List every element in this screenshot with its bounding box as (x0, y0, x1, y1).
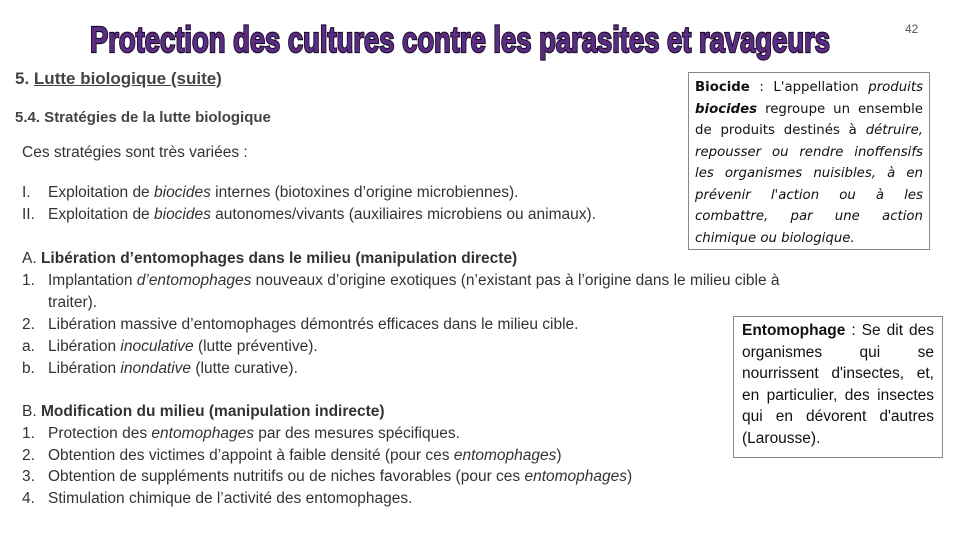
list-item: 2. Obtention des victimes d’appoint à faible densité (pour ces entomophages) (22, 447, 562, 464)
list-item: II. Exploitation de biocides autonomes/vivants (auxiliaires microbiens ou animaux). (22, 206, 596, 223)
entomophage-term: Entomophage (742, 322, 846, 339)
list-item: 4. Stimulation chimique de l’activité des entomophages. (22, 490, 413, 507)
list-item: 1. Implantation d’entomophages nouveaux d’origine exotiques (n’existant pas à l’origine dans le milieu cible à (22, 272, 780, 289)
section-number: 5. (15, 69, 30, 88)
list-item: 1. Protection des entomophages par des mesures spécifiques. (22, 425, 460, 442)
list-marker: II. (22, 206, 35, 223)
biocide-term: Biocide (695, 80, 750, 95)
slide-title (80, 10, 840, 66)
part-b-heading: B. Modification du milieu (manipulation indirecte) (22, 403, 385, 420)
list-item-continuation: traiter). (48, 294, 98, 311)
part-a-heading: A. Libération d’entomophages dans le milieu (manipulation directe) (22, 250, 518, 267)
title-text: Protection des cultures contre les parasites et ravageurs (90, 19, 830, 60)
biocide-definition-box: Biocide : L'appellation produits biocides regroupe un ensemble de produits destinés à détruire, repousser ou rendre inoffensifs les organismes nuisibles, à en prévenir l'action ou à les combattre, par une action chimique ou biologique. (688, 72, 930, 250)
list-marker: I. (22, 184, 31, 201)
section-heading (15, 69, 222, 89)
section-title: Lutte biologique (suite) (33, 69, 222, 88)
list-item: I. Exploitation de biocides internes (biotoxines d’origine microbiennes). (22, 184, 519, 201)
list-item: a. Libération inoculative (lutte préventive). (22, 338, 318, 355)
entomophage-definition-box: Entomophage : Se dit des organismes qui se nourrissent d'insectes, et, en particulier, des insectes qui en dévorent d'autres (Larousse). (733, 316, 943, 458)
page-number: 42 (905, 22, 919, 36)
list-item: 3. Obtention de suppléments nutritifs ou de niches favorables (pour ces entomophages) (22, 468, 633, 485)
intro-text: Ces stratégies sont très variées : (22, 144, 248, 161)
list-item: b. Libération inondative (lutte curative). (22, 360, 298, 377)
subsection-heading: 5.4. Stratégies de la lutte biologique (15, 109, 271, 126)
list-item: 2. Libération massive d’entomophages démontrés efficaces dans le milieu cible. (22, 316, 579, 333)
